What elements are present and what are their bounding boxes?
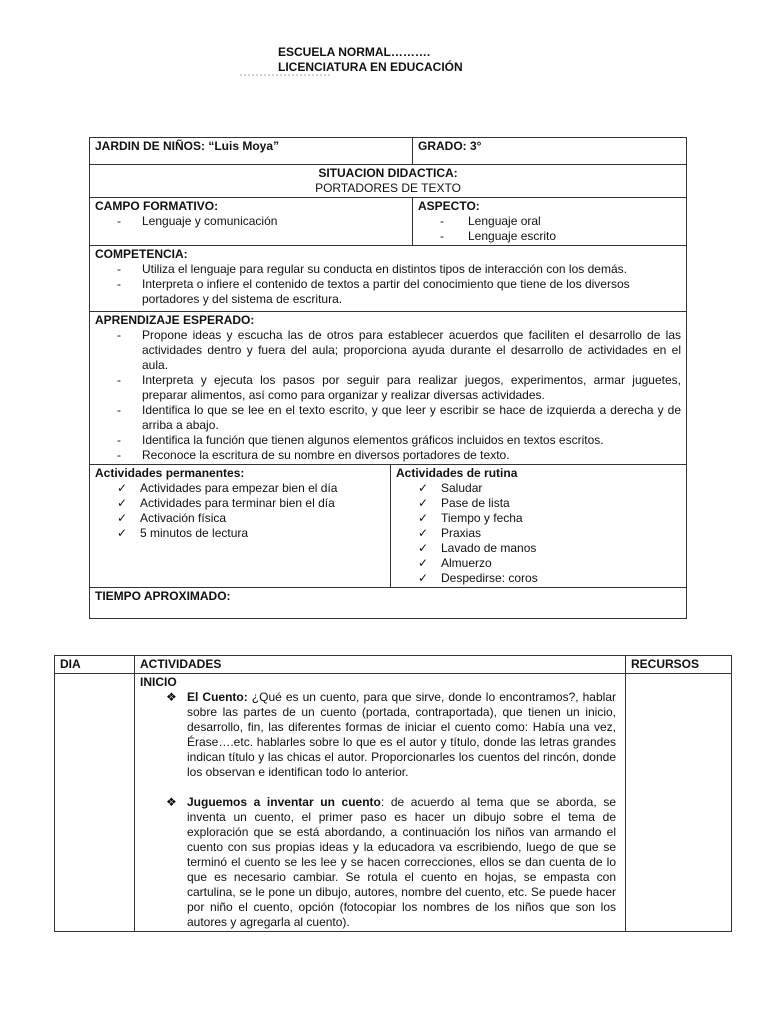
degree-name: LICENCIATURA EN EDUCACIÓN (278, 60, 463, 74)
section-inicio: INICIO (140, 675, 177, 689)
aspecto-label: ASPECTO: (418, 199, 480, 213)
list-item: - Reconoce la escritura de su nombre en diversos portadores de texto. (95, 448, 681, 463)
activity-title: El Cuento: (187, 690, 248, 704)
actividades-cell (135, 674, 626, 932)
faded-text-artifact (240, 74, 330, 79)
activity-title: Juguemos a inventar un cuento (187, 795, 381, 809)
tiempo-cell: TIEMPO APROXIMADO: (90, 588, 687, 619)
aprendizaje-cell (90, 312, 687, 465)
col-header-recursos: RECURSOS (626, 656, 732, 674)
col-header-dia: DIA (55, 656, 135, 674)
situacion-cell (90, 165, 687, 198)
aprendizaje-list (95, 328, 681, 463)
list-item: - Lenguaje y comunicación (95, 214, 407, 229)
activity-item (140, 690, 620, 780)
activity-item (140, 795, 620, 930)
list-item: - Lenguaje escrito (418, 229, 681, 244)
list-item: - Utiliza el lenguaje para regular su conducta en distintos tipos de interacción con los demás. (95, 262, 681, 277)
list-item: - Interpreta y ejecuta los pasos por seguir para realizar juegos, experimentos, armar juguetes, preparar alimentos, así como para organizar y realizar diversas actividades. (95, 373, 681, 403)
situacion-value: PORTADORES DE TEXTO (315, 181, 461, 195)
aprendizaje-label: APRENDIZAJE ESPERADO: (95, 313, 255, 327)
rutina-list (396, 481, 681, 586)
diamond-bullet-icon: ❖ (166, 690, 177, 704)
rutina-cell (391, 465, 687, 588)
list-item: - Propone ideas y escucha las de otros para establecer acuerdos que faciliten el desarrollo de las actividades dentro y fuera del aula; proporciona ayuda durante el desarrollo de actividades en el aula. (95, 328, 681, 373)
list-item: ✓ Actividades para terminar bien el día (95, 496, 385, 511)
recursos-cell (626, 674, 732, 932)
activity-text: ¿Qué es un cuento, para que sirve, donde lo encontramos?, hablar sobre las partes de un cuento (portada, contraportada), que tienen un inicio, desarrollo, fin, las diferentes formas de iniciar el cuento como: Había una vez, Érase….etc. hablarles sobre lo que es el autor y título, donde las letras grandes indican título y las chicas el autor. Proporcionarles los cuentos del rincón, donde los observan e identifican todo lo anterior. (187, 690, 616, 779)
situacion-title: SITUACION DIDACTICA: (318, 166, 458, 180)
permanentes-label: Actividades permanentes: (95, 466, 245, 480)
list-item: - Lenguaje oral (418, 214, 681, 229)
list-item: ✓ Lavado de manos (396, 541, 681, 556)
permanentes-cell (90, 465, 391, 588)
list-item: - Interpreta o infiere el contenido de textos a partir del conocimiento que tiene de los diversos portadores y del sistema de escritura. (95, 277, 681, 307)
diamond-bullet-icon: ❖ (166, 795, 177, 809)
list-item: ✓ Saludar (396, 481, 681, 496)
list-item: ✓ Tiempo y fecha (396, 511, 681, 526)
list-item: ✓ Praxias (396, 526, 681, 541)
list-item: ✓ Despedirse: coros (396, 571, 681, 586)
document-header (278, 45, 463, 75)
grado-cell: GRADO: 3° (413, 138, 687, 165)
campo-label: CAMPO FORMATIVO: (95, 199, 219, 213)
school-name: ESCUELA NORMAL………. (278, 45, 431, 59)
campo-list (95, 214, 407, 229)
planning-table (89, 137, 687, 619)
list-item: ✓ Pase de lista (396, 496, 681, 511)
activity-text: : de acuerdo al tema que se aborda, se inventa un cuento, el primer paso es hacer un dibujo sobre el tema de exploración que se está abordando, a continuación los niños van armando el cuento con sus propias ideas y la educadora va escribiendo, luego de que se terminó el cuento se les lee y se hacen correcciones, ellos se dan cuenta de lo que es necesario cambiar. Se rotula el cuento en hojas, se empasta con cartulina, se le pone un dibujo, autores, nombre del cuento, etc. Se puede hacer por niño el cuento, opción (fotocopiar los nombres de los niños que son los autores y agregarla al cuento). (187, 795, 616, 929)
col-header-actividades: ACTIVIDADES (135, 656, 626, 674)
dia-cell (55, 674, 135, 932)
jardin-cell: JARDIN DE NIÑOS: “Luis Moya” (90, 138, 413, 165)
list-item: ✓ Actividades para empezar bien el día (95, 481, 385, 496)
activities-table (54, 655, 732, 932)
aspecto-list (418, 214, 681, 244)
competencia-list (95, 262, 681, 307)
aspecto-cell (413, 198, 687, 246)
list-item: ✓ Activación física (95, 511, 385, 526)
list-item: ✓ Almuerzo (396, 556, 681, 571)
competencia-label: COMPETENCIA: (95, 247, 188, 261)
list-item: - Identifica la función que tienen algunos elementos gráficos incluidos en textos escritos. (95, 433, 681, 448)
permanentes-list (95, 481, 385, 541)
list-item: - Identifica lo que se lee en el texto escrito, y que leer y escribir se hace de izquierda a derecha y de arriba a abajo. (95, 403, 681, 433)
rutina-label: Actividades de rutina (396, 466, 518, 480)
competencia-cell (90, 246, 687, 312)
campo-cell (90, 198, 413, 246)
list-item: ✓ 5 minutos de lectura (95, 526, 385, 541)
